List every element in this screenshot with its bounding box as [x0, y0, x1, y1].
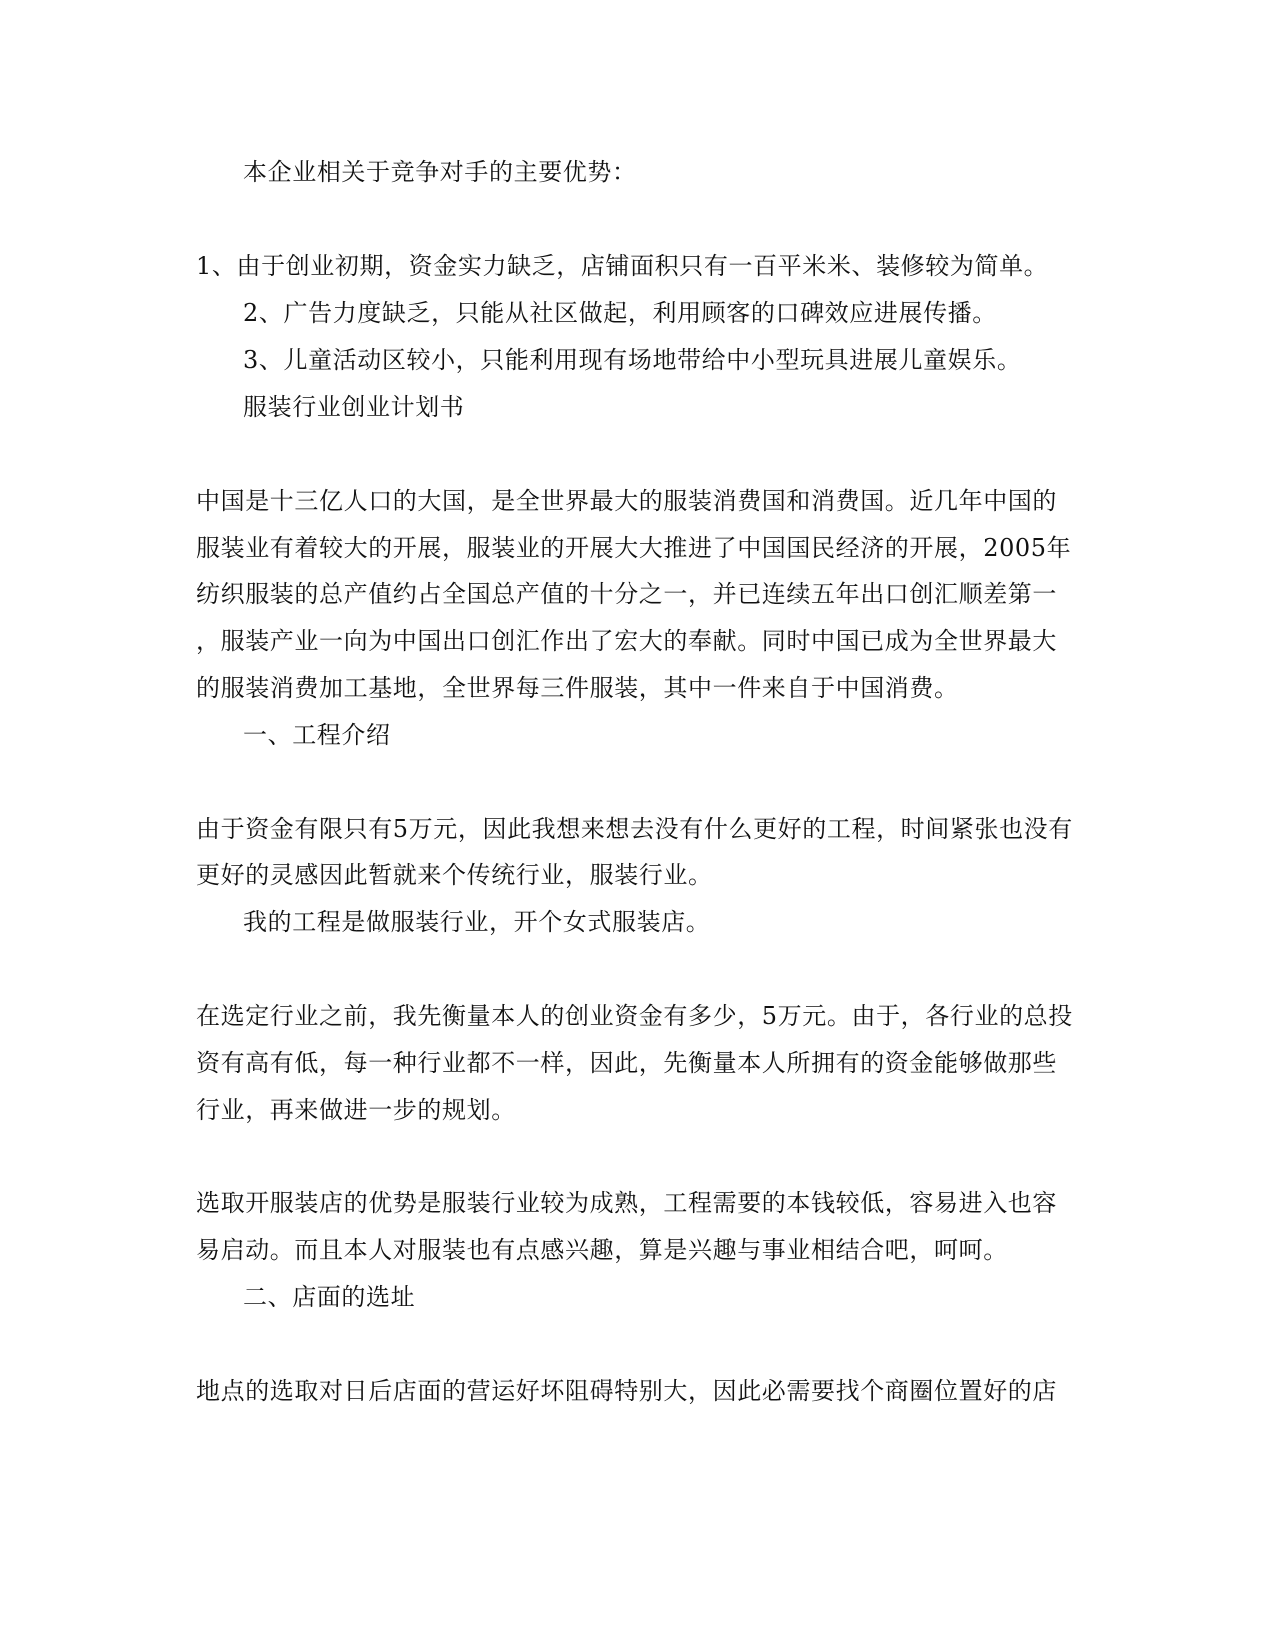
- advantage-item: 1、由于创业初期，资金实力缺乏，店铺面积只有一百平米米、装修较为简单。: [196, 252, 1049, 280]
- paragraph-line: 资有高有低，每一种行业都不一样，因此，先衡量本人所拥有的资金能够做那些: [196, 1049, 1057, 1077]
- section-title: 二、店面的选址: [243, 1283, 416, 1311]
- paragraph-line: 地点的选取对日后店面的营运好坏阻碍特别大，因此必需要找个商圈位置好的店: [196, 1377, 1057, 1405]
- paragraph-line: 由于资金有限只有5万元，因此我想来想去没有什么更好的工程，时间紧张也没有: [196, 815, 1073, 843]
- paragraph-line: 选取开服装店的优势是服装行业较为成熟，工程需要的本钱较低，容易进入也容: [196, 1189, 1057, 1217]
- paragraph-line: 服装业有着较大的开展，服装业的开展大大推进了中国国民经济的开展，2005年: [196, 534, 1072, 562]
- advantages-heading: 本企业相关于竞争对手的主要优势：: [243, 158, 637, 186]
- paragraph-line: 在选定行业之前，我先衡量本人的创业资金有多少，5万元。由于，各行业的总投: [196, 1002, 1073, 1030]
- paragraph-line: 纺织服装的总产值约占全国总产值的十分之一，并已连续五年出口创汇顺差第一: [196, 580, 1057, 608]
- paragraph-line: 易启动。而且本人对服装也有点感兴趣，算是兴趣与事业相结合吧，呵呵。: [196, 1236, 1008, 1264]
- advantage-item: 2、广告力度缺乏，只能从社区做起，利用顾客的口碑效应进展传播。: [243, 299, 997, 327]
- advantage-item: 3、儿童活动区较小，只能利用现有场地带给中小型玩具进展儿童娱乐。: [243, 346, 1022, 374]
- paragraph-line: 中国是十三亿人口的大国，是全世界最大的服装消费国和消费国。近几年中国的: [196, 487, 1057, 515]
- plan-title: 服装行业创业计划书: [243, 393, 465, 421]
- paragraph-line: 我的工程是做服装行业，开个女式服装店。: [243, 908, 711, 936]
- paragraph-line: 行业，再来做进一步的规划。: [196, 1096, 516, 1124]
- paragraph-line: ，服装产业一向为中国出口创汇作出了宏大的奉献。同时中国已成为全世界最大: [196, 627, 1057, 655]
- paragraph-line: 更好的灵感因此暂就来个传统行业，服装行业。: [196, 861, 713, 889]
- paragraph-line: 的服装消费加工基地，全世界每三件服装，其中一件来自于中国消费。: [196, 674, 959, 702]
- section-title: 一、工程介绍: [243, 721, 391, 749]
